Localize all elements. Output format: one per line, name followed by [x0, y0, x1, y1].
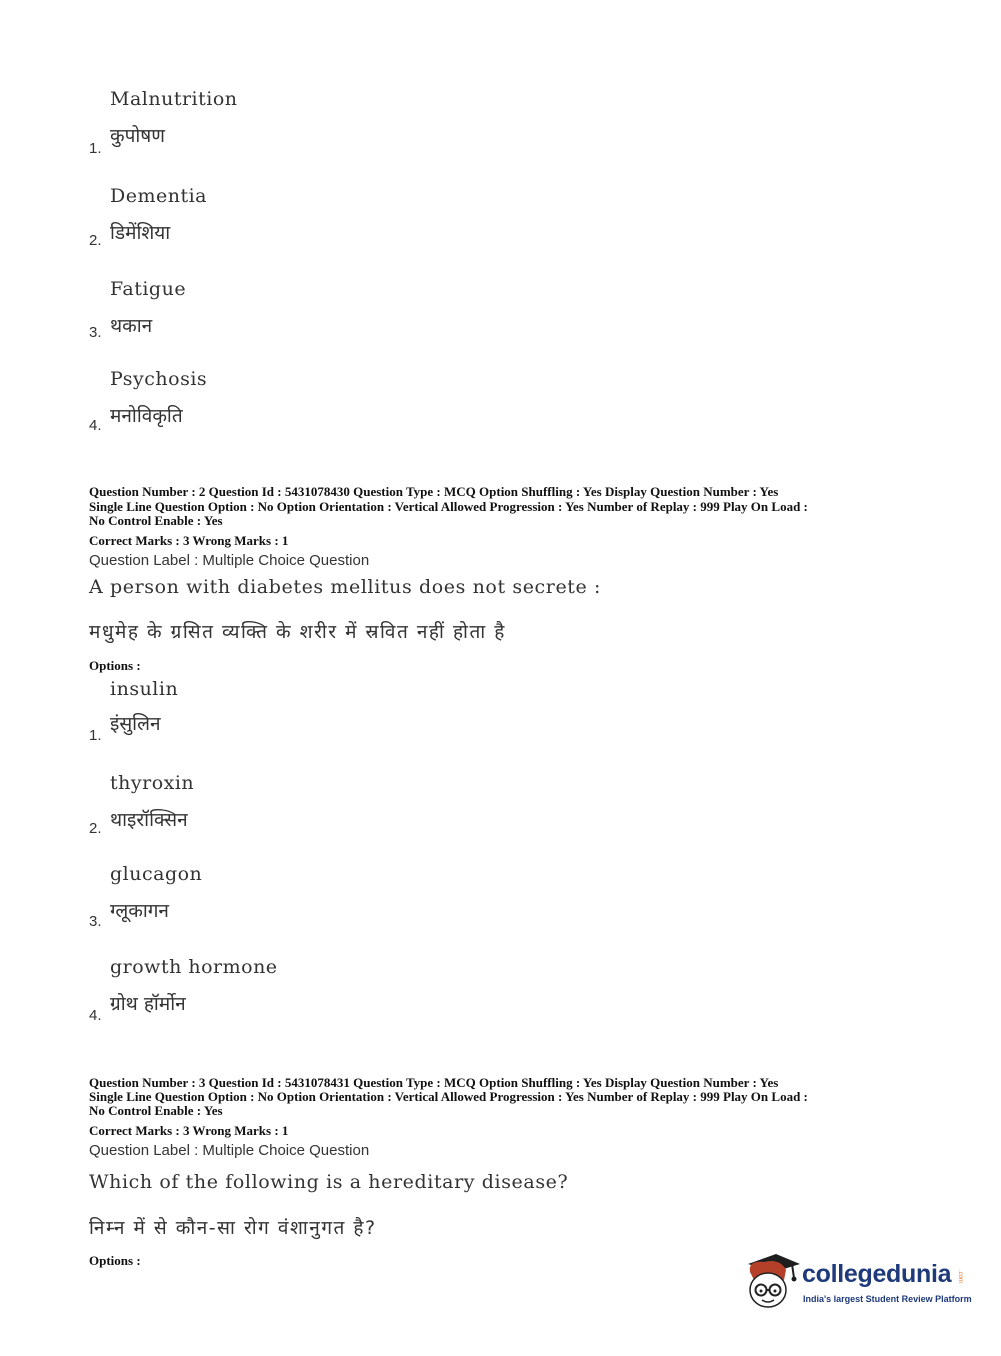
q2-marks: Correct Marks : 3 Wrong Marks : 1 [89, 533, 289, 548]
q1-option-4-number: 4. [89, 417, 102, 434]
q2-option-2-en: thyroxin [110, 772, 195, 794]
q2-question-hi: मधुमेह के ग्रसित व्यक्ति के शरीर में स्रवित नहीं होता है [89, 621, 506, 643]
q1-option-3-hi: थकान [110, 315, 153, 337]
q1-option-4-en: Psychosis [110, 368, 208, 390]
q3-question-hi: निम्न में से कौन-सा रोग वंशानुगत है? [89, 1217, 377, 1239]
q2-meta-line-3: No Control Enable : Yes [89, 513, 223, 528]
q1-option-1-hi: कुपोषण [110, 125, 166, 147]
q3-options-label: Options : [89, 1253, 141, 1268]
q1-option-2-hi: डिमेंशिया [110, 222, 171, 244]
q2-option-1-en: insulin [110, 678, 179, 700]
q3-question-label: Question Label : Multiple Choice Question [89, 1142, 370, 1159]
q2-option-4-number: 4. [89, 1007, 102, 1024]
q2-option-2-number: 2. [89, 820, 102, 837]
collegedunia-logo [742, 1250, 972, 1312]
mascot-icon [742, 1250, 800, 1312]
q2-option-4-en: growth hormone [110, 956, 278, 978]
q2-options-label: Options : [89, 658, 141, 673]
q2-option-1-hi: इंसुलिन [110, 713, 161, 735]
q3-meta-line-3: No Control Enable : Yes [89, 1103, 223, 1118]
q3-meta-line-1: Question Number : 3 Question Id : 5431078431 Question Type : MCQ Option Shuffling : Yes Display Question Number : Yes [89, 1075, 779, 1090]
q1-option-2-number: 2. [89, 232, 102, 249]
q2-option-2-hi: थाइरॉक्सिन [110, 809, 188, 831]
q2-option-3-number: 3. [89, 913, 102, 930]
q2-option-3-en: glucagon [110, 863, 203, 885]
q2-option-3-hi: ग्लूकागन [110, 900, 169, 922]
q2-option-4-hi: ग्रोथ हॉर्मोन [110, 993, 186, 1015]
q2-option-1-number: 1. [89, 727, 102, 744]
q3-marks: Correct Marks : 3 Wrong Marks : 1 [89, 1123, 289, 1138]
logo-name: collegedunia [802, 1260, 952, 1288]
q2-question-label: Question Label : Multiple Choice Question [89, 552, 370, 569]
q1-option-3-en: Fatigue [110, 278, 187, 300]
q2-question-en: A person with diabetes mellitus does not secrete : [89, 576, 602, 598]
q1-option-4-hi: मनोविकृति [110, 405, 183, 427]
q1-option-3-number: 3. [89, 324, 102, 341]
q1-option-2-en: Dementia [110, 185, 208, 207]
q3-question-en: Which of the following is a hereditary disease? [89, 1171, 569, 1193]
q2-meta-line-1: Question Number : 2 Question Id : 5431078430 Question Type : MCQ Option Shuffling : Yes Display Question Number : Yes [89, 484, 779, 499]
q1-option-1-number: 1. [89, 140, 102, 157]
q1-option-1-en: Malnutrition [110, 88, 238, 110]
q2-meta-line-2: Single Line Question Option : No Option Orientation : Vertical Allowed Progression : Yes Number of Replay : 999 Play On Load : [89, 499, 808, 514]
logo-tagline: India's largest Student Review Platform [803, 1294, 972, 1304]
q3-meta-line-2: Single Line Question Option : No Option Orientation : Vertical Allowed Progression : Yes Number of Replay : 999 Play On Load : [89, 1089, 808, 1104]
logo-suffix: .com [957, 1270, 963, 1284]
